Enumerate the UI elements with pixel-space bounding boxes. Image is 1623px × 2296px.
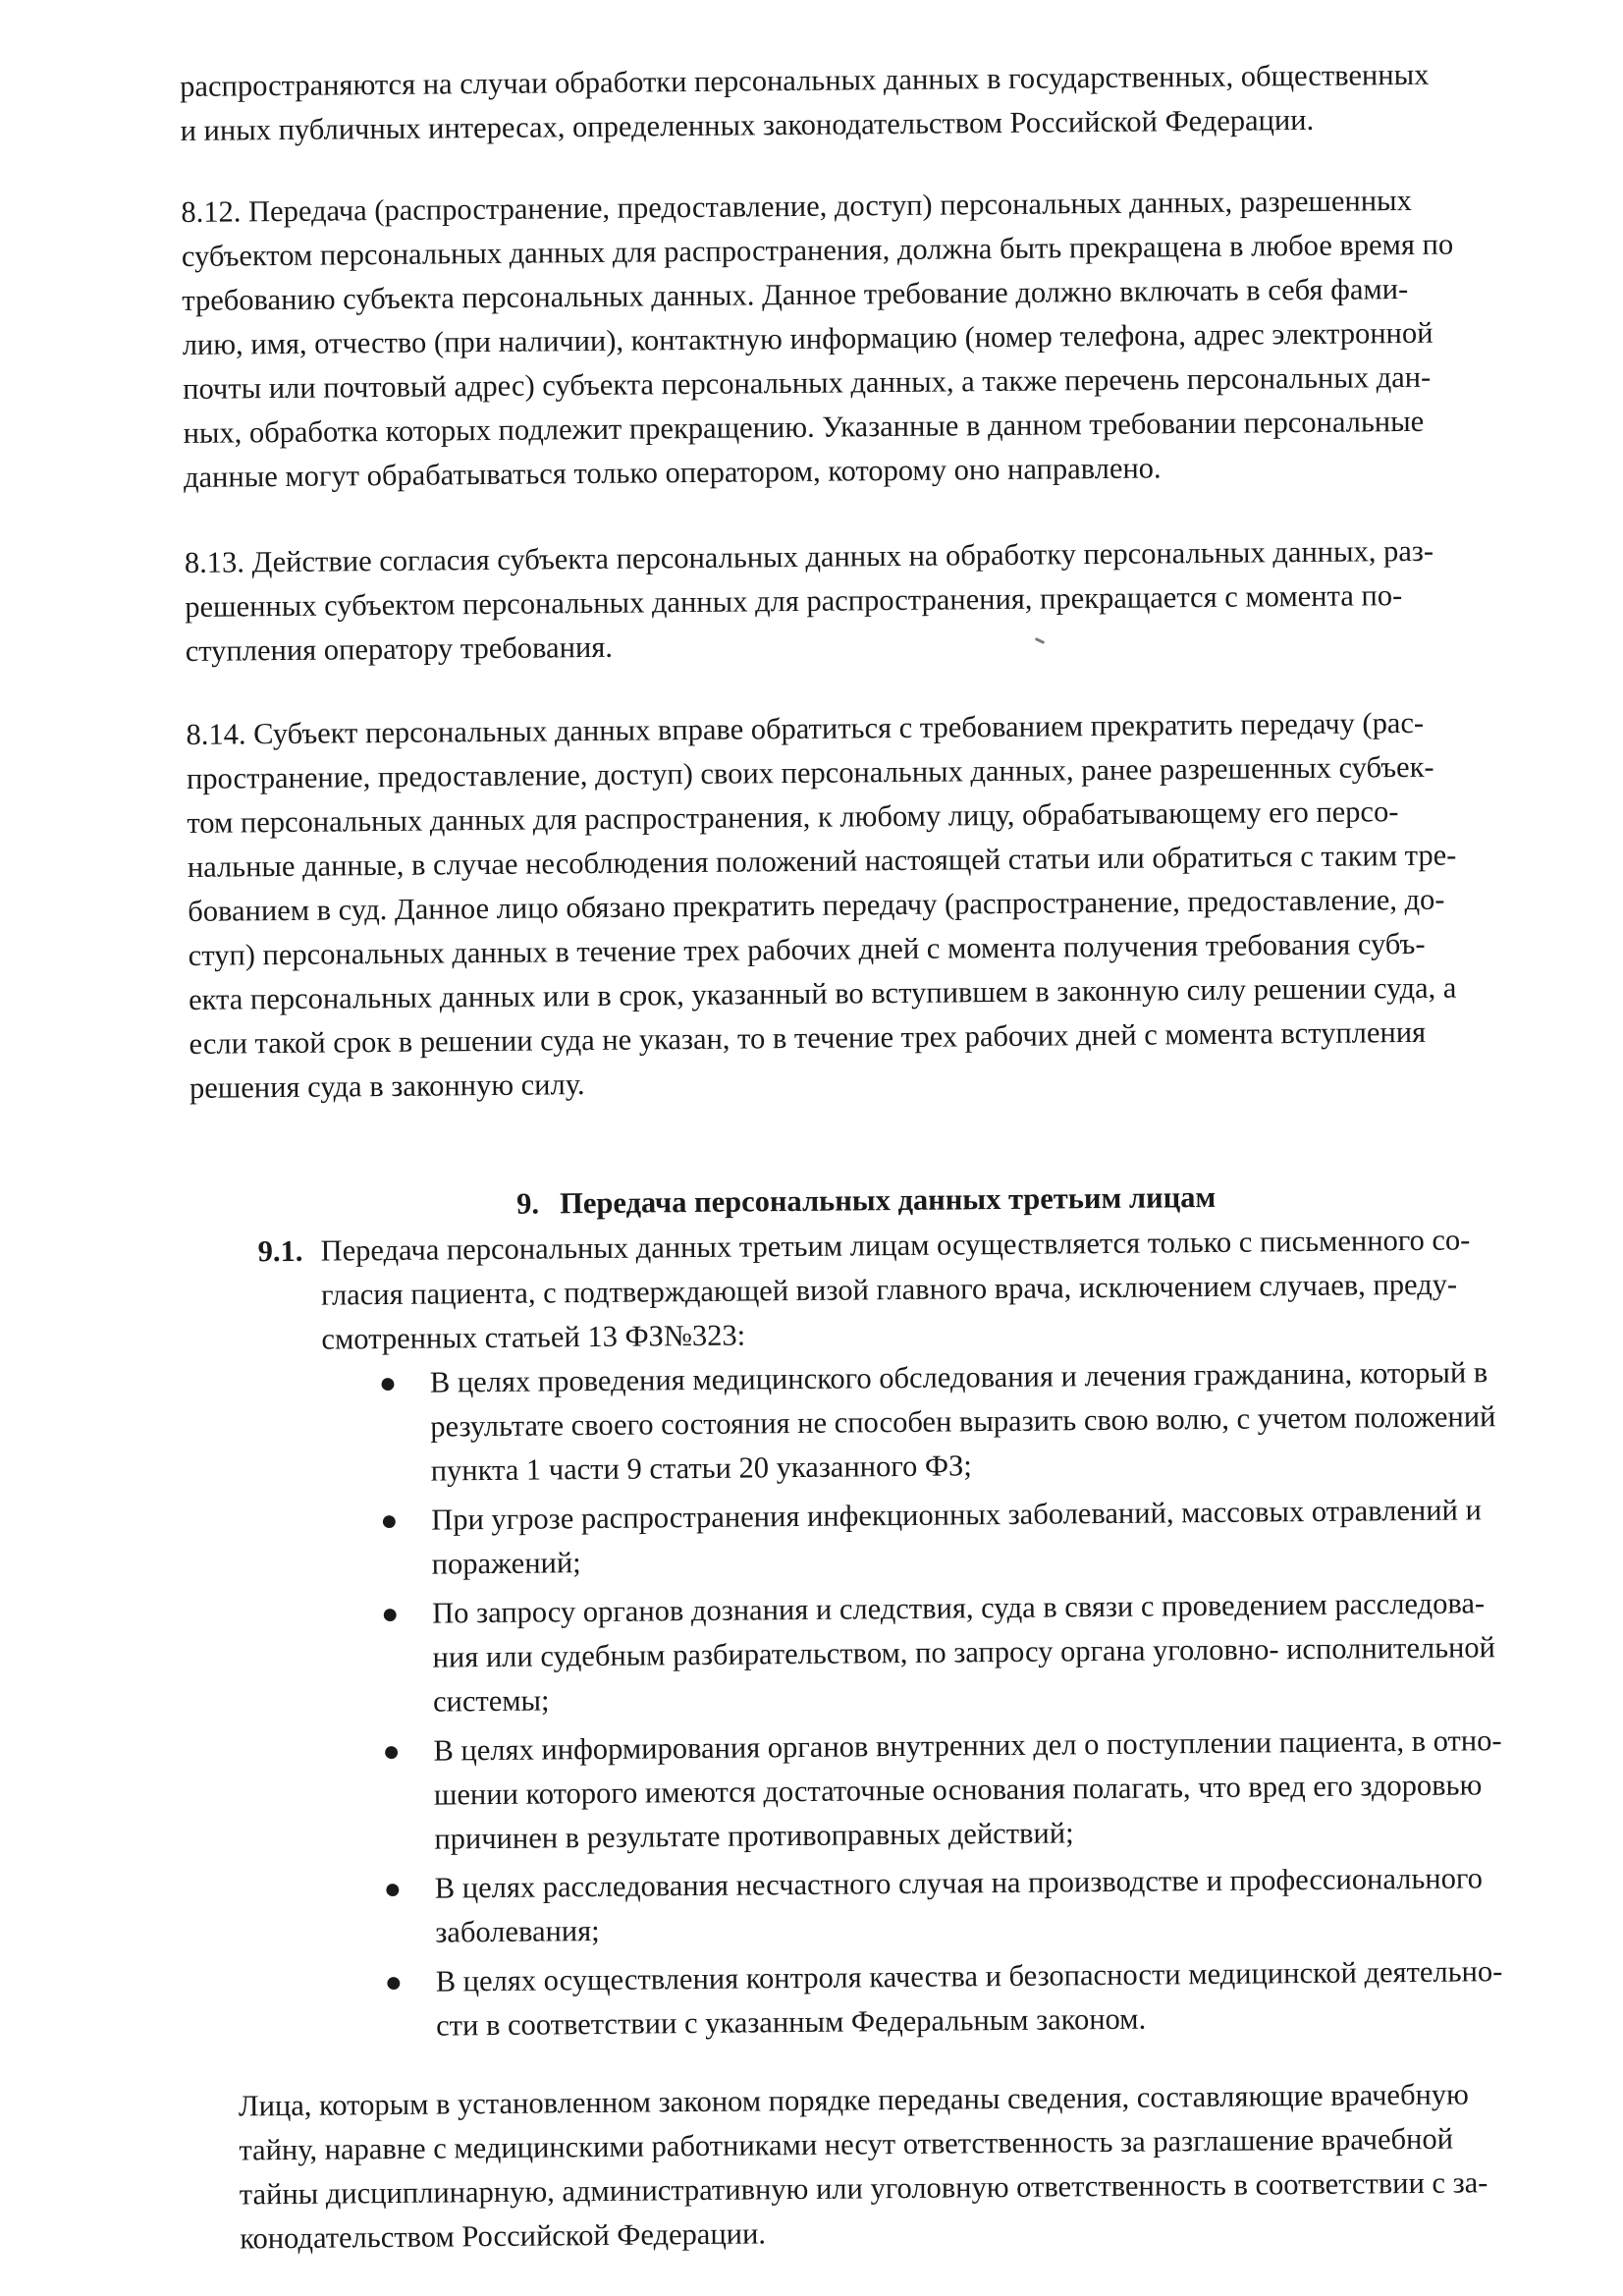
section-number: 9.: [515, 1186, 540, 1221]
text-line: екта персональных данных или в срок, указанный во вступившем в законную силу решении суда, а: [188, 970, 1457, 1016]
text-line: пункта 1 части 9 статьи 20 указанного ФЗ;: [430, 1449, 972, 1488]
clause-8-12: [181, 177, 1597, 500]
section-title: Передача персональных данных третьим лицам: [559, 1179, 1217, 1221]
clause-8-14: [186, 699, 1603, 1111]
text-line: лию, имя, отчество (при наличии), контактную информацию (номер телефона, адрес электронной: [182, 315, 1434, 361]
text-line: пространение, предоставление, доступ) своих персональных данных, ранее разрешенных субъек-: [186, 749, 1434, 795]
list-item: [380, 1580, 1609, 1723]
page-content: [180, 51, 1614, 2262]
bullet-icon: ●: [380, 1597, 400, 1631]
text-line: 8.13. Действие согласия субъекта персональных данных на обработку персональных данных, раз-: [184, 533, 1434, 579]
bullet-icon: ●: [382, 1734, 401, 1769]
list-item: [378, 1349, 1607, 1493]
list-item: [383, 1855, 1612, 1954]
text-line: результате своего состояния не способен выразить свою волю, с учетом положений: [430, 1399, 1496, 1444]
text-line: Передача персональных данных третьим лицам осуществляется только с письменного со-: [320, 1223, 1471, 1268]
bullet-icon: ●: [384, 1965, 404, 1999]
text-line: В целях осуществления контроля качества и безопасности медицинской деятельно-: [435, 1954, 1503, 1998]
bullet-icon: ●: [378, 1366, 398, 1400]
text-line: 8.14. Субъект персональных данных вправе обратиться с требованием прекратить передачу (рас-: [186, 705, 1425, 751]
text-line: ступ) персональных данных в течение трех рабочих дней с момента получения требования субъ-: [188, 926, 1426, 972]
bullet-icon: ●: [383, 1872, 403, 1906]
list-item: [382, 1718, 1610, 1861]
closing-paragraph: [199, 2071, 1615, 2262]
text-line: Лица, которым в установленном законом порядке переданы сведения, составляющие врачебную: [238, 2077, 1470, 2123]
text-line: требованию субъекта персональных данных. Данное требование должно включать в себя фами-: [182, 272, 1409, 317]
text-line: данные могут обрабатываться только оператором, которому оно направлено.: [183, 451, 1162, 494]
item-9-1: [190, 1217, 1605, 1363]
text-line: В целях информирования органов внутренних дел о поступлении пациента, в отно-: [433, 1723, 1502, 1768]
text-line: решения суда в законную силу.: [189, 1067, 585, 1105]
intro-paragraph: [180, 51, 1595, 153]
text-line: нальные данные, в случае несоблюдения положений настоящей статьи или обратиться с таким тре-: [187, 838, 1457, 884]
text-line: если такой срок в решении суда не указан, то в течение трех рабочих дней с момента вступления: [189, 1014, 1427, 1061]
bullet-icon: ●: [380, 1503, 399, 1538]
text-line: поражений;: [431, 1546, 581, 1581]
text-line: решенных субъектом персональных данных для распространения, прекращается с момента по-: [185, 578, 1403, 624]
text-line: бованием в суд. Данное лицо обязано прекратить передачу (распространение, предоставление, до-: [188, 882, 1445, 928]
exceptions-list: [192, 1349, 1613, 2050]
text-line: субъектом персональных данных для распространения, должна быть прекращена в любое время по: [181, 227, 1454, 273]
list-item: [380, 1487, 1608, 1586]
text-line: конодательством Российской Федерации.: [240, 2216, 767, 2256]
text-line: В целях проведения медицинского обследования и лечения гражданина, который в: [429, 1355, 1488, 1399]
list-item: [384, 1948, 1613, 2048]
text-line: смотренных статьей 13 ФЗ№323:: [321, 1318, 746, 1356]
text-line: шении которого имеются достаточные основания полагать, что вред его здоровью: [433, 1768, 1483, 1812]
text-line: 8.12. Передача (распространение, предоставление, доступ) персональных данных, разрешенных: [181, 183, 1412, 229]
clause-8-13: [185, 527, 1599, 674]
text-line: При угрозе распространения инфекционных заболеваний, массовых отравлений и: [431, 1493, 1483, 1537]
item-number: 9.1.: [257, 1233, 303, 1269]
text-line: По запросу органов дознания и следствия, суда в связи с проведением расследова-: [431, 1586, 1486, 1630]
text-line: ния или судебным разбирательством, по запросу органа уголовно- исполнительной: [432, 1630, 1496, 1674]
text-line: почты или почтовый адрес) субъекта персональных данных, а также перечень персональных дан-: [183, 359, 1432, 406]
text-line: ных, обработка которых подлежит прекращению. Указанные в данном требовании персональные: [183, 404, 1425, 450]
text-line: том персональных данных для распространения, к любому лицу, обрабатывающему его персо-: [187, 794, 1399, 840]
text-line: тайны дисциплинарную, административную или уголовную ответственность в соответствии с за-: [239, 2165, 1488, 2212]
text-line: сти в соответствии с указанным Федеральным законом.: [436, 2001, 1147, 2043]
text-line: распространяются на случаи обработки персональных данных в государственных, общественных: [180, 57, 1430, 103]
text-line: причинен в результате противоправных действий;: [434, 1816, 1074, 1856]
text-line: и иных публичных интересах, определенных законодательством Российской Федерации.: [180, 102, 1315, 147]
text-line: В целях расследования несчастного случая на производстве и профессионального: [434, 1861, 1484, 1905]
text-line: ступления оператору требования.: [185, 629, 614, 668]
text-line: тайну, наравне с медицинскими работниками несут ответственность за разглашение врачебной: [239, 2121, 1454, 2167]
text-line: гласия пациента, с подтверждающей визой главного врача, исключением случаев, преду-: [320, 1267, 1458, 1312]
text-line: системы;: [432, 1683, 550, 1719]
text-line: заболевания;: [435, 1913, 600, 1949]
